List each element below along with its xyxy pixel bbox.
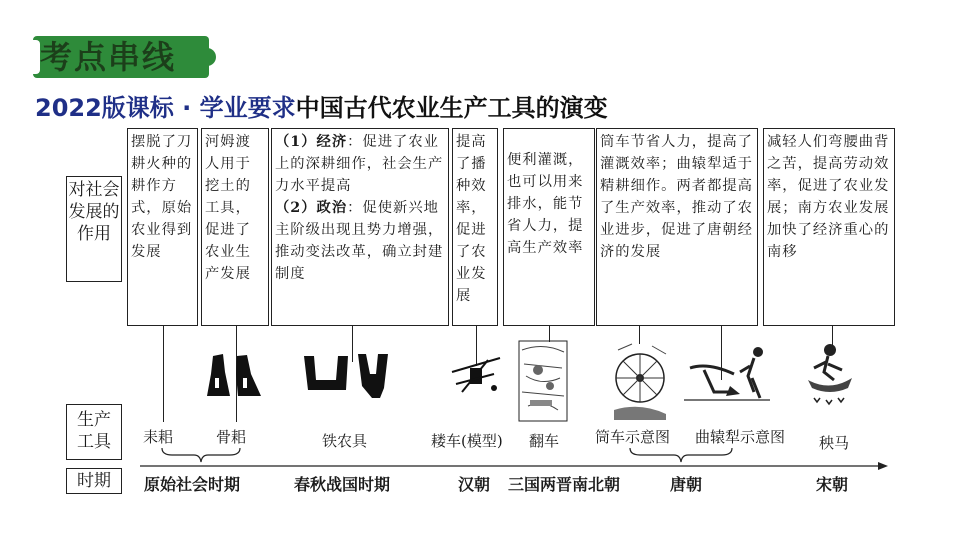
row-label-effect: 对社会发展的作用	[66, 176, 122, 282]
header-badge-notch	[200, 48, 216, 66]
effect-box-yangma: 减轻人们弯腰曲背之苦，提高劳动效率，促进了农业发展；南方农业发展加快了经济重心的南移	[763, 128, 895, 326]
effect-box-leisi: 摆脱了刀耕火种的耕作方式，原始农业得到发展	[127, 128, 198, 326]
period-song: 宋朝	[816, 475, 849, 494]
period-tang: 唐朝	[670, 475, 703, 494]
tool-label-quyuanli: 曲辕犁示意图	[695, 428, 786, 446]
iron-tools-icon	[300, 350, 406, 400]
louche-icon	[448, 352, 506, 396]
fanche-icon	[518, 340, 568, 422]
page-title	[35, 88, 608, 123]
header-badge-tab	[28, 40, 40, 74]
tool-label-tongche: 筒车示意图	[595, 428, 671, 446]
effect-box-louche: 提高了播种效率，促进了农业发展	[452, 128, 498, 326]
title-prefix: 2022版课标 · 学业要求	[35, 94, 296, 122]
connector-line	[163, 326, 164, 422]
period-primitive: 原始社会时期	[144, 475, 241, 494]
tool-label-gusi: 骨耜	[216, 428, 247, 446]
effect-politics-label: （2）政治	[275, 200, 348, 216]
effect-econ-label: （1）经济	[275, 134, 348, 150]
tool-label-fanche: 翻车	[529, 432, 560, 450]
tool-label-louche: 耧车(模型)	[431, 432, 503, 450]
row-label-period: 时期	[66, 468, 122, 494]
period-han: 汉朝	[458, 475, 491, 494]
tool-label-leisi: 耒耜	[143, 428, 174, 446]
effect-box-gusi: 河姆渡人用于挖土的工具，促进了农业生产发展	[201, 128, 269, 326]
tool-label-iron: 铁农具	[322, 432, 368, 450]
quyuanli-icon	[684, 342, 770, 404]
effect-politics-text: ：促使新兴地主阶级出现且势力增强，推动变法改革，确立封建制度	[275, 200, 444, 282]
effect-box-fanche: 便利灌溉，也可以用来排水，能节省人力，提高生产效率	[503, 128, 595, 326]
effect-econ-text: ：促进了农业上的深耕细作，社会生产力水平提高	[275, 134, 444, 194]
connector-line	[639, 326, 640, 344]
tool-label-yangma: 秧马	[819, 434, 850, 452]
title-main: 中国古代农业生产工具的演变	[295, 94, 608, 122]
period-spring-autumn: 春秋战国时期	[294, 475, 391, 494]
gusi-icon	[205, 352, 263, 398]
yangma-icon	[804, 340, 856, 408]
row-label-tools: 生产工具	[66, 404, 122, 460]
tongche-icon	[612, 344, 668, 420]
header-badge-text: 考点串线	[40, 38, 177, 76]
effect-box-iron-tools	[271, 128, 449, 326]
effect-box-tang: 筒车节省人力，提高了灌溉效率；曲辕犁适于精耕细作。两者都提高了生产效率，推动了农业进步，促进了唐朝经济的发展	[596, 128, 758, 326]
period-three-kingdoms: 三国两晋南北朝	[508, 475, 621, 494]
